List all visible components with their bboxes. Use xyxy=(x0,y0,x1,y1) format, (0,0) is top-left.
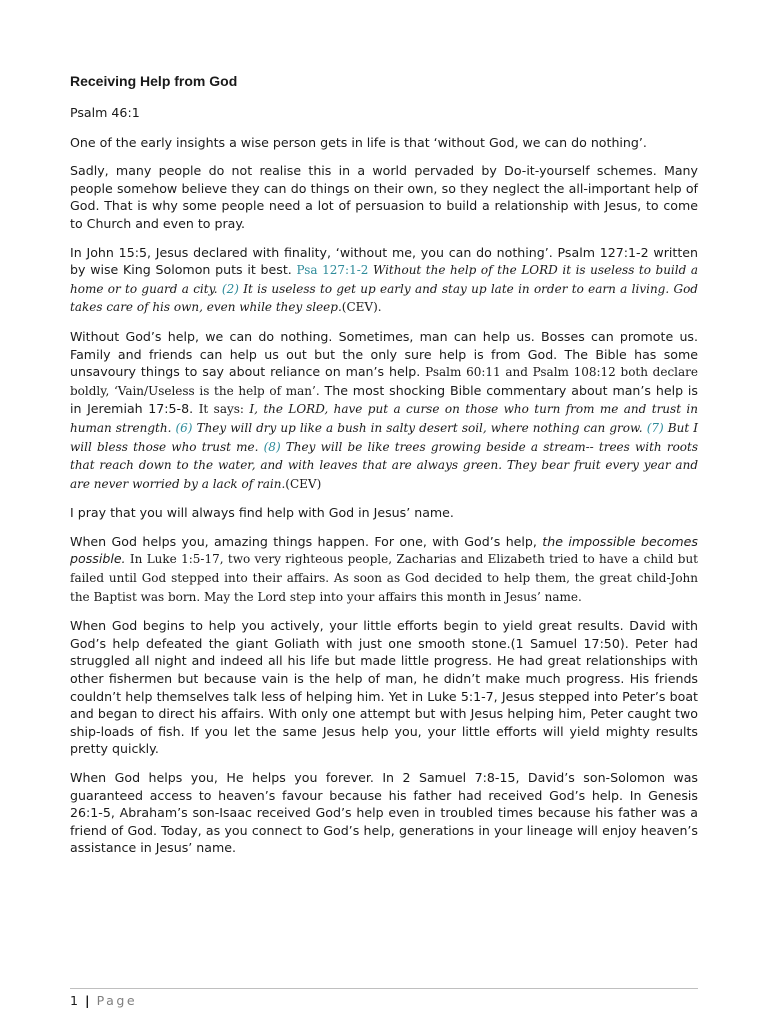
p4-text-c: The most shocking Bible commentary about man’s help is in Jeremiah 17:5-8. xyxy=(70,382,698,417)
p4-verse-6: (6) xyxy=(175,420,193,435)
p4-psalm-ref: Psalm 60:11 and Psalm 108:12 both declare boldly, ‘Vain/Useless is the help of man’. xyxy=(70,365,699,398)
p4-it-says: It says: xyxy=(198,402,250,417)
document-body xyxy=(70,72,698,868)
p4-quote-g: But I will bless those who trust me. xyxy=(70,420,698,454)
page-footer xyxy=(70,988,698,1008)
paragraph-5: I pray that you will always find help with God in Jesus’ name. xyxy=(70,505,454,521)
paragraph-2: Sadly, many people do not realise this in a world pervaded by Do-it-yourself schemes. Many people somehow believe they can do things on their own, so they neglect the all-important help of God. That is why some people need a lot of persuasion to build a relationship with Jesus, to come to Church and even to pray. xyxy=(70,163,698,231)
p3-text-a: In John 15:5, Jesus declared with finality, ‘without me, you can do nothing’. Psalm 127:1-2 written by wise King Solomon puts it best. xyxy=(70,244,698,278)
p6-text-c: In Luke 1:5-17, two very righteous people, Zacharias and Elizabeth tried to have a child but failed until God stepped into their affairs. As soon as God decided to help them, the great child-John the Baptist was born. May the Lord step into your affairs this month in Jesus’ name. xyxy=(70,552,698,604)
page-number: 1 xyxy=(70,993,79,1008)
footer-separator: | xyxy=(85,993,90,1008)
p4-text-a: Without God’s help, we can do nothing. Sometimes, man can help us. Bosses can promote us. Family and friends can help us out but the only sure help is from God. The Bible has some unsavoury things to say about reliance on man’s help. xyxy=(70,328,698,380)
paragraph-1: One of the early insights a wise person gets in life is that ‘without God, we can do nothing’. xyxy=(70,134,647,150)
p4-quote-f: They will dry up like a bush in salty desert soil, where nothing can grow. xyxy=(192,420,647,435)
document-title: Receiving Help from God xyxy=(70,73,238,89)
p3-quote-a: Without the help of the LORD it is useless to build a home or to guard a city. xyxy=(70,263,698,296)
p6-emphasis: the impossible becomes possible. xyxy=(70,533,698,567)
paragraph-3 xyxy=(70,244,698,317)
p3-quote-b: It is useless to get up early and stay up late in order to earn a living. God takes care of his own, even while they sleep. xyxy=(70,281,698,315)
paragraph-7: When God begins to help you actively, your little efforts begin to yield great results. David with God’s help defeated the giant Goliath with just one smooth stone.(1 Samuel 17:50). Peter had struggled all night and indeed all his life but made little progress. He had great relationships with other fishermen but because vain is the help of man, he didn’t make much progress. His friends couldn’t help themselves talk less of helping him. Yet in Luke 5:1-7, Jesus stepped into Peter’s boat and began to direct his affairs. With only one attempt but with Jesus helping him, Peter caught two ship-loads of fish. If you let the same Jesus help you, your little efforts will yield mighty results pretty quickly. xyxy=(70,618,698,757)
paragraph-8: When God helps you, He helps you forever. In 2 Samuel 7:8-15, David’s son-Solomon was guaranteed access to heaven’s favour because his father had received God’s help. In Genesis 26:1-5, Abraham’s son-Isaac received God’s help even in troubled times because his father was a friend of God. Today, as you connect to God’s help, generations in your lineage will enjoy heaven’s assistance in Jesus’ name. xyxy=(70,770,698,856)
paragraph-4 xyxy=(70,328,698,493)
p4-version: (CEV) xyxy=(285,476,322,491)
p3-version: (CEV). xyxy=(341,300,382,315)
p3-verse-2: (2) xyxy=(221,281,239,296)
p4-quote-h: They will be like trees growing beside a stream-- trees with roots that reach down to the water, and with leaves that are always green. They bear fruit every year and are never worried by a lack of rain. xyxy=(70,439,698,491)
p4-quote-e: I, the LORD, have put a curse on those who turn from me and trust in human strength. xyxy=(70,402,698,435)
page-label: Page xyxy=(96,993,138,1008)
p6-text-a: When God helps you, amazing things happen. For one, with God’s help, xyxy=(70,533,543,549)
p4-verse-7: (7) xyxy=(646,420,664,435)
p4-verse-8: (8) xyxy=(263,439,281,454)
p3-verse-ref: Psa 127:1-2 xyxy=(296,263,369,278)
paragraph-6 xyxy=(70,533,698,606)
scripture-reference: Psalm 46:1 xyxy=(70,105,140,120)
